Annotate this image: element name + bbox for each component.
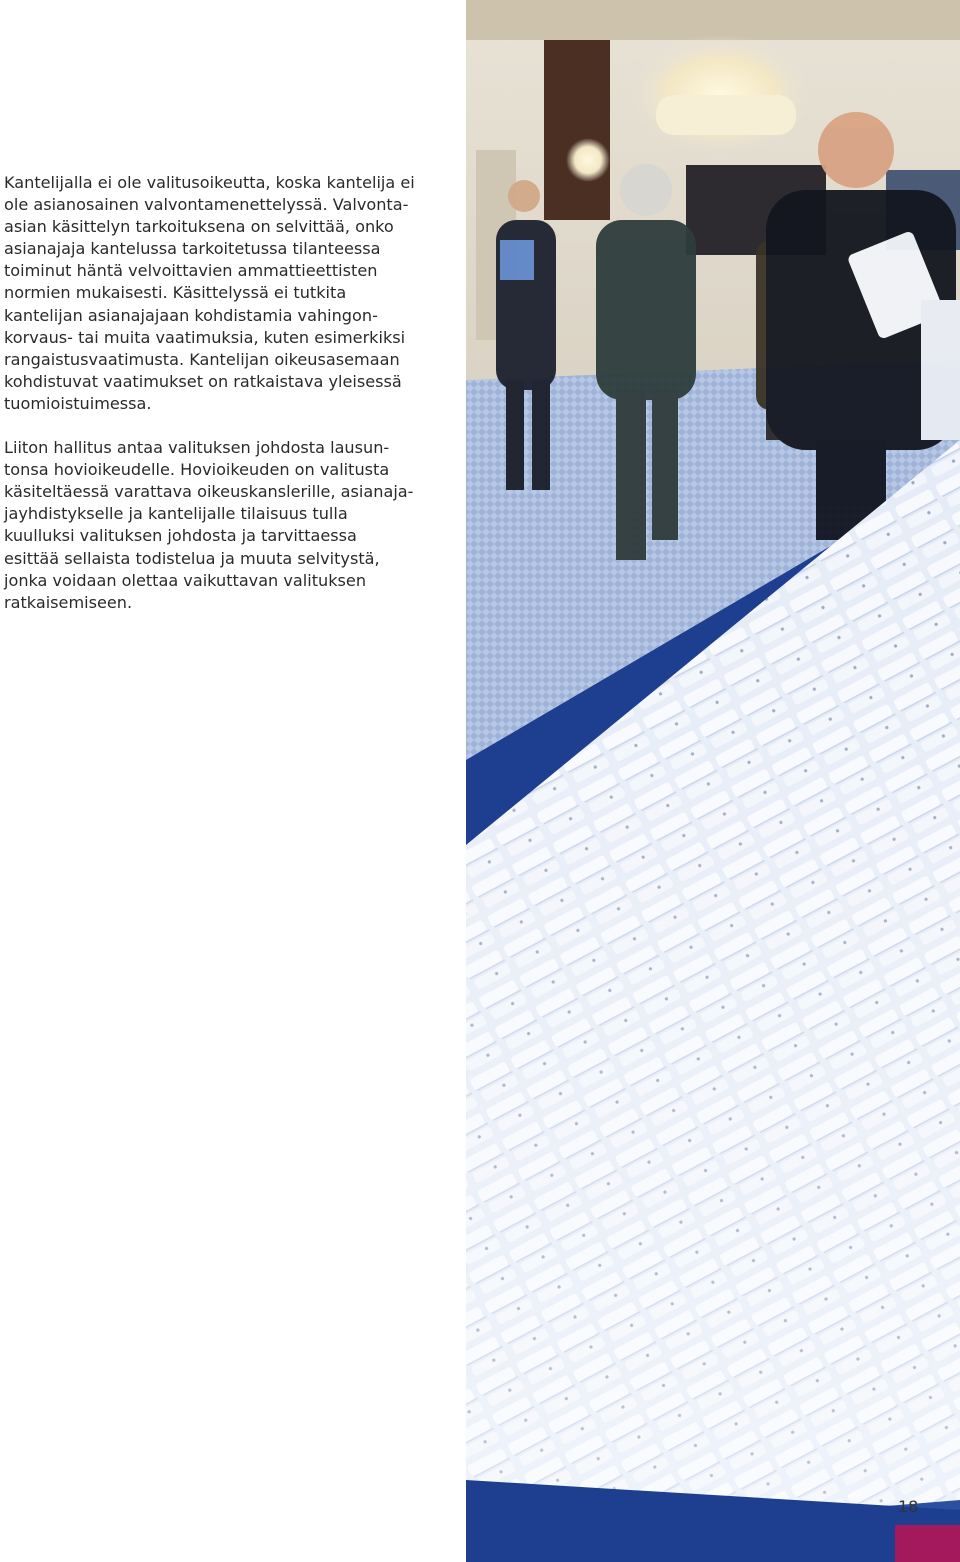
page-number: 18	[898, 1497, 919, 1516]
body-text-column	[4, 172, 416, 636]
paragraph-hovioikeus: Liiton hallitus antaa valituksen johdosta lausuntonsa hovioikeudelle. Hovioikeuden on valitusta käsiteltäessä varattava oikeuskanslerille, asianajajayhdistykselle ja kantelijalle tilaisuus tulla kuulluksi valituksen johdosta ja tarvittaessa esittää sellaista todistelua ja muuta selvitystä, jonka voidaan olettaa vaikuttavan valituksen ratkaisemiseen.	[4, 438, 414, 612]
paragraph-valitusoikeus: Kantelijalla ei ole valitusoikeutta, koska kantelija ei ole asianosainen valvontamenettelyssä. Valvonta-asian käsittelyn tarkoituksena on selvittää, onko asianajaja kantelussa tarkoitetussa tilanteessa toiminut häntä velvoittavien ammattieettisten normien mukaisesti. Käsittelyssä ei tutkita kantelijan asianajajaan kohdistamia vahingonkorvaus- tai muita vaatimuksia, kuten esimerkiksi rangaistusvaatimusta. Kantelijan oikeusasemaan kohdistuvat vaatimukset on ratkaistava yleisessä tuomioistuimessa.	[4, 173, 415, 413]
accent-block	[895, 1525, 960, 1562]
photo-hallway-documents	[466, 0, 960, 1562]
photo-illustration	[466, 0, 960, 1562]
